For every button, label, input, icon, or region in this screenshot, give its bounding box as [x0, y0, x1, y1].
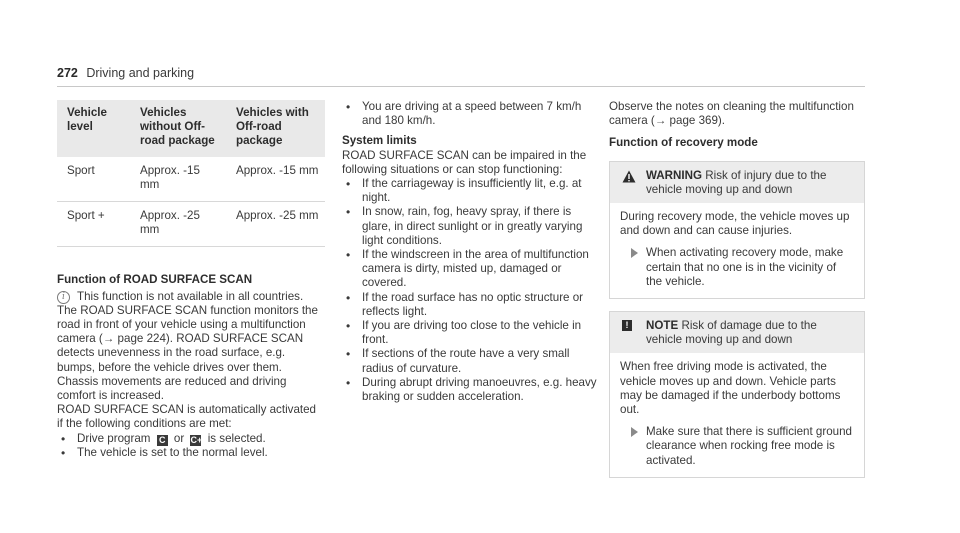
function-paragraph: The ROAD SURFACE SCAN function monitors the road in front of your vehicle using a multifunction camera (→ page 224). ROAD SURFACE SCAN detects unevenness in the road surface, e.g. bumps, before the vehicle drives over them. Chassis movements are reduced and driving comfort is increased. — [57, 303, 318, 403]
warning-step — [620, 246, 854, 289]
column-3 — [609, 100, 865, 478]
drive-program-c-icon: C — [157, 435, 168, 446]
conditions-intro: ROAD SURFACE SCAN is automatically activated if the following conditions are met: — [57, 403, 317, 431]
table-row — [57, 202, 325, 247]
table-cell: Approx. -15 mm — [226, 157, 325, 202]
notice-label: NOTE — [646, 319, 679, 333]
step-arrow-icon — [631, 248, 638, 258]
system-limits-heading: System limits — [342, 134, 417, 148]
system-limits-list — [342, 177, 599, 404]
page-number: 272 — [57, 66, 78, 80]
vehicle-level-table — [57, 100, 325, 247]
table-header-row — [57, 100, 325, 157]
drive-program-c-plus-icon: C+ — [190, 434, 203, 445]
column-2 — [342, 100, 599, 404]
warning-title-text: Risk of injury due to the vehicle moving up and down — [646, 168, 827, 196]
info-icon: i — [57, 291, 70, 304]
notice-box — [609, 311, 865, 478]
notice-title-text: Risk of damage due to the vehicle moving up and down — [646, 319, 817, 347]
warning-step-text: When activating recovery mode, make certain that no one is in the vicinity of the vehicle. — [646, 246, 844, 288]
warning-label: WARNING — [646, 168, 703, 182]
notice-body-text: When free driving mode is activated, the vehicle moves up and down. Vehicle parts may be damaged if the underbody bottoms out. — [620, 360, 841, 417]
availability-note — [57, 290, 325, 304]
table-cell: Approx. -25 mm — [130, 202, 226, 247]
observe-paragraph: Observe the notes on cleaning the multifunction camera (→ page 369). — [609, 100, 854, 128]
list-item: • The vehicle is set to the normal level. — [57, 446, 325, 460]
page-header-title: Driving and parking — [86, 66, 195, 80]
exclamation-icon: ! — [622, 320, 632, 331]
warning-body — [610, 203, 864, 298]
condition-text: or — [173, 431, 185, 445]
availability-note-text: This function is not available in all countries. — [77, 289, 304, 303]
column-1 — [57, 100, 325, 460]
header-divider — [57, 86, 865, 87]
table-cell: Approx. -25 mm — [226, 202, 325, 247]
table-cell: Sport + — [57, 202, 130, 247]
table-header-cell: Vehicles without Off-road package — [130, 100, 226, 157]
condition-text: is selected. — [207, 431, 266, 445]
notice-step — [620, 425, 854, 468]
warning-body-text: During recovery mode, the vehicle moves up and down and can cause injuries. — [620, 210, 850, 238]
notice-title — [620, 319, 854, 347]
notice-body — [610, 353, 864, 476]
list-item: • If the carriageway is insufficiently lit, e.g. at night. — [342, 177, 599, 205]
warning-box — [609, 161, 865, 299]
function-heading: Function of ROAD SURFACE SCAN — [57, 273, 253, 287]
list-item: • If the windscreen in the area of multifunction camera is dirty, misted up, damaged or covered. — [342, 248, 599, 291]
notice-header — [610, 312, 864, 353]
warning-title — [620, 169, 854, 197]
system-limits-intro: ROAD SURFACE SCAN can be impaired in the following situations or can stop functioning: — [342, 148, 587, 176]
warning-triangle-icon — [622, 170, 636, 183]
list-item: • If sections of the route have a very small radius of curvature. — [342, 347, 599, 375]
list-item: • If the road surface has no optic structure or reflects light. — [342, 291, 599, 319]
list-item: • If you are driving too close to the vehicle in front. — [342, 319, 599, 347]
table-header-cell: Vehicles with Off-road package — [226, 100, 325, 157]
notice-step-text: Make sure that there is sufficient ground clearance when rocking free mode is activated. — [646, 425, 853, 467]
list-item — [57, 432, 325, 446]
step-arrow-icon — [631, 427, 638, 437]
warning-header — [610, 162, 864, 203]
list-item: • You are driving at a speed between 7 km/h and 180 km/h. — [342, 100, 599, 128]
recovery-heading: Function of recovery mode — [609, 136, 758, 150]
condition-text: Drive program — [77, 431, 151, 445]
list-item: • In snow, rain, fog, heavy spray, if there is glare, in direct sunlight or in greatly varying light conditions. — [342, 205, 599, 248]
conditions-list — [57, 432, 325, 460]
list-item: • During abrupt driving manoeuvres, e.g. heavy braking or sudden acceleration. — [342, 376, 599, 404]
table-cell: Sport — [57, 157, 130, 202]
table-row — [57, 157, 325, 202]
table-header-cell: Vehicle level — [57, 100, 130, 157]
table-cell: Approx. -15 mm — [130, 157, 226, 202]
page-header — [57, 66, 194, 80]
conditions-list-continued — [342, 100, 599, 128]
